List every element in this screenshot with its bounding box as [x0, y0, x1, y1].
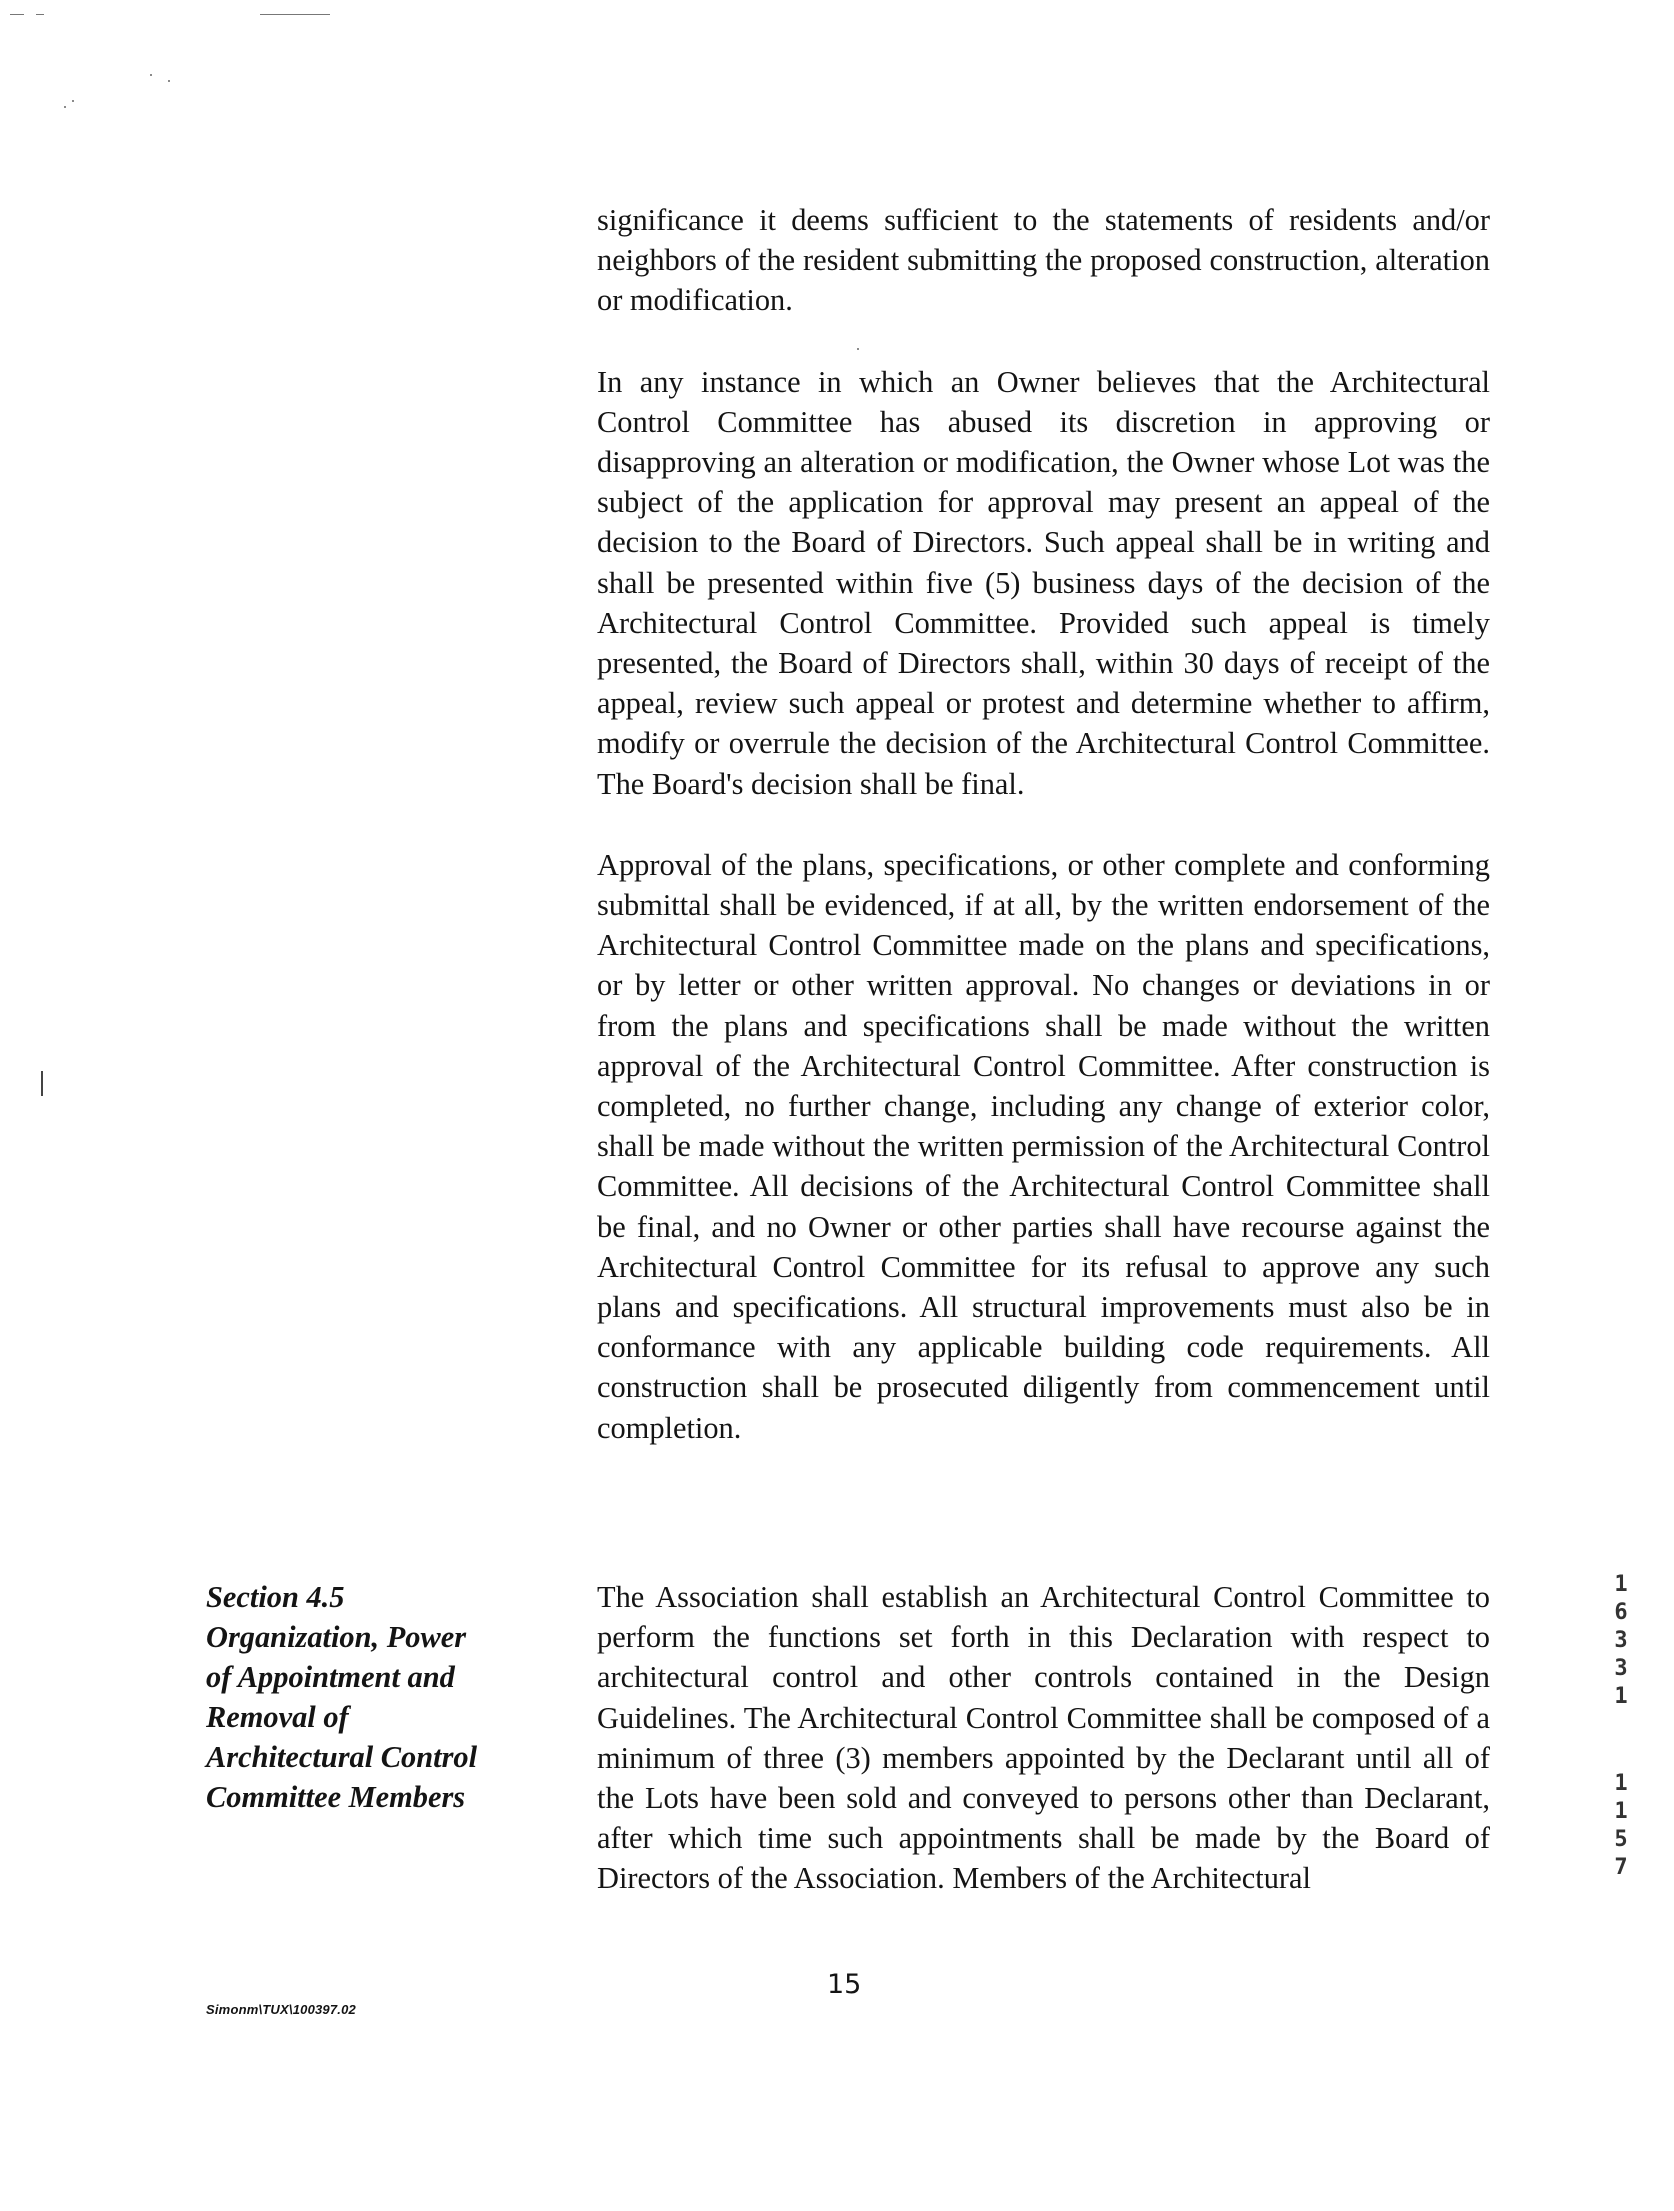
stamp-char: 6 — [1614, 1600, 1628, 1625]
scan-artifact — [150, 74, 152, 76]
section-heading-line: Removal of — [206, 1700, 349, 1734]
section-heading-line: Section 4.5 — [206, 1580, 345, 1614]
section-4-5-text: The Association shall establish an Architectural Control Committee to perform the functions set forth in this Declaration with respect to architectural control and other controls contained in the Design Guidelines. The Architectural Control Committee shall be composed of a minimum of three (3) members appointed by the Declarant until all of the Lots have been sold and conveyed to persons other than Declarant, after which time such appointments shall be made by the Board of Directors of the Association. Members of the Architectural — [597, 1580, 1490, 1896]
stamp-char: 3 — [1614, 1628, 1628, 1653]
stamp-char: 3 — [1614, 1656, 1628, 1681]
stamp-char: 1 — [1614, 1771, 1628, 1796]
page-number: 15 — [827, 1969, 862, 2000]
document-reference: Simonm\TUX\100397.02 — [206, 2002, 356, 2017]
scan-artifact — [260, 14, 330, 15]
section-heading — [206, 1577, 516, 1817]
stamp-char: 1 — [1614, 1572, 1628, 1597]
scan-artifact — [36, 14, 44, 15]
stamp-char: 7 — [1614, 1855, 1628, 1880]
margin-line-mark — [41, 1071, 43, 1096]
scan-artifact — [168, 80, 170, 82]
scan-artifact — [72, 100, 74, 102]
stamp-char: 1 — [1614, 1684, 1628, 1709]
paragraph-approval: Approval of the plans, specifications, or other complete and conforming submittal shall be evidenced, if at all, by the written endorsement of the Architectural Control Committee made on the plans and specifications, or by letter or other written approval. No changes or deviations in or from the plans and specifications shall be made without the written approval of the Architectural Control Committee. After construction is completed, no further change, including any change of exterior color, shall be made without the written permission of the Architectural Control Committee. All decisions of the Architectural Control Committee shall be final, and no Owner or other parties shall have recourse against the Architectural Control Committee for its refusal to approve any such plans and specifications. All structural improvements must also be in conformance with any applicable building code requirements. All construction shall be prosecuted diligently from commencement until completion. — [597, 847, 1490, 1445]
margin-stamp-top — [1610, 1571, 1632, 1711]
margin-stamp-bottom — [1610, 1770, 1632, 1882]
body-column — [597, 200, 1490, 1489]
paragraph-continuation: significance it deems sufficient to the statements of residents and/or neighbors of the resident submitting the proposed construction, alteration or modification. — [597, 203, 1490, 318]
scan-artifact — [10, 14, 24, 15]
section-heading-line: Architectural Control — [206, 1740, 478, 1774]
section-heading-line: Committee Members — [206, 1780, 466, 1814]
section-heading-line: of Appointment and — [206, 1660, 455, 1694]
section-heading-line: Organization, Power — [206, 1620, 467, 1654]
stamp-char: 1 — [1614, 1799, 1628, 1824]
stamp-char: 5 — [1614, 1827, 1628, 1852]
scan-artifact — [64, 106, 66, 108]
paragraph-appeal: In any instance in which an Owner believes that the Architectural Control Committee has abused its discretion in approving or disapproving an alteration or modification, the Owner whose Lot was the subject of the application for approval may present an appeal of the decision to the Board of Directors. Such appeal shall be in writing and shall be presented within five (5) business days of the decision of the Architectural Control Committee. Provided such appeal is timely presented, the Board of Directors shall, within 30 days of receipt of the appeal, review such appeal or protest and determine whether to affirm, modify or overrule the decision of the Architectural Control Committee. The Board's decision shall be final. — [597, 364, 1490, 801]
